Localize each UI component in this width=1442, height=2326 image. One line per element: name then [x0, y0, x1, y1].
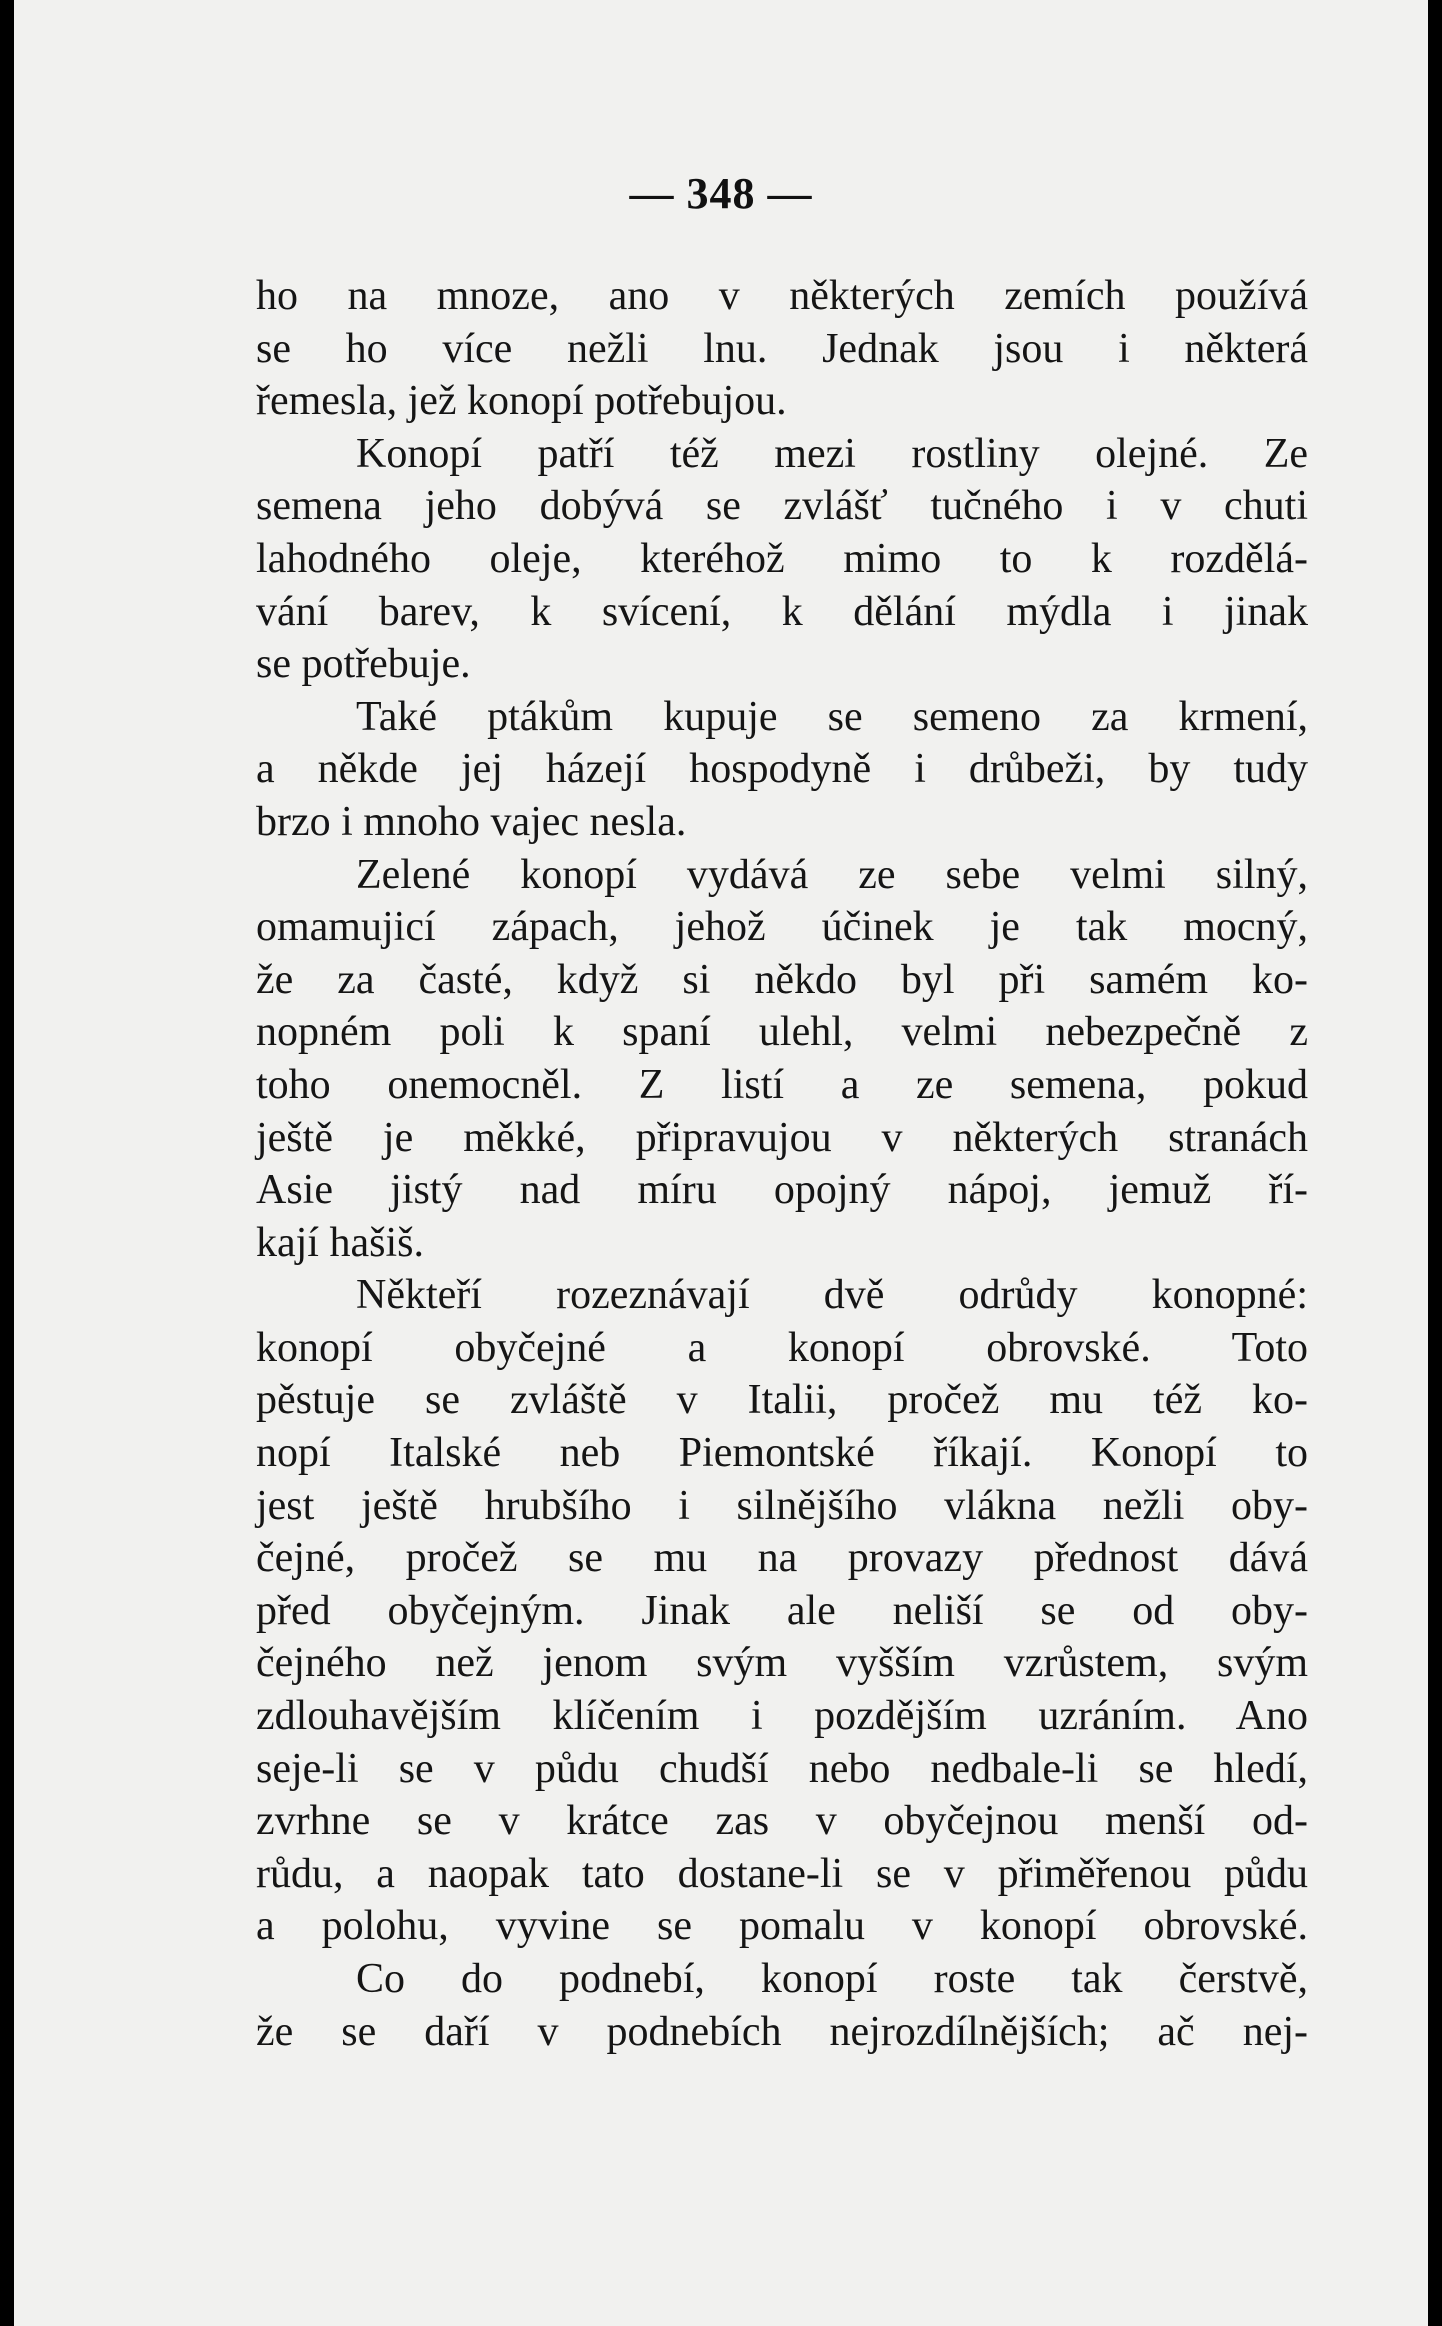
text-line: lahodného oleje, kteréhož mimo to k rozdělá-: [256, 535, 1308, 582]
text-line: Někteří rozeznávají dvě odrůdy konopné:: [356, 1272, 1308, 1319]
text-line: Asie jistý nad míru opojný nápoj, jemuž ří-: [256, 1167, 1308, 1214]
text-line: ho na mnoze, ano v některých zemích používá: [256, 273, 1308, 319]
text-line: pěstuje se zvláště v Italii, pročež mu též ko-: [256, 1377, 1308, 1424]
text-line: omamujicí zápach, jehož účinek je tak mocný,: [256, 904, 1308, 951]
text-line: Zelené konopí vydává ze sebe velmi silný,: [356, 851, 1308, 898]
text-line: zdlouhavějším klíčením i pozdějším uzráním. Ano: [256, 1693, 1308, 1740]
text-line: jest ještě hrubšího i silnějšího vlákna nežli oby-: [256, 1482, 1308, 1529]
text-line: toho onemocněl. Z listí a ze semena, pokud: [256, 1061, 1308, 1108]
text-line: nopí Italské neb Piemontské říkají. Konopí to: [256, 1430, 1308, 1477]
page-number: — 348 —: [629, 169, 813, 218]
text-line: že se daří v podnebích nejrozdílnějších; ač nej-: [256, 2008, 1308, 2055]
text-line: seje-li se v půdu chudší nebo nedbale-li se hledí,: [256, 1745, 1308, 1792]
text-line: Konopí patří též mezi rostliny olejné. Ze: [356, 430, 1308, 477]
text-line: řemesla, jež konopí potřebujou.: [256, 378, 787, 425]
text-line: se ho více nežli lnu. Jednak jsou i některá: [256, 325, 1308, 372]
text-line: nopném poli k spaní ulehl, velmi nebezpečně z: [256, 1009, 1308, 1056]
text-line: kají hašiš.: [256, 1219, 424, 1266]
body-text: [256, 270, 1308, 2058]
text-line: a polohu, vyvine se pomalu v konopí obrovské.: [256, 1903, 1308, 1950]
text-line: čejné, pročež se mu na provazy přednost dává: [256, 1535, 1308, 1582]
text-line: že za časté, když si někdo byl při samém ko-: [256, 956, 1308, 1003]
text-line: zvrhne se v krátce zas v obyčejnou menší od-: [256, 1798, 1308, 1845]
text-line: vání barev, k svícení, k dělání mýdla i jinak: [256, 588, 1308, 635]
text-line: Také ptákům kupuje se semeno za krmení,: [356, 693, 1308, 740]
text-line: a někde jej házejí hospodyně i drůbeži, by tudy: [256, 746, 1308, 793]
text-line: konopí obyčejné a konopí obrovské. Toto: [256, 1324, 1308, 1371]
text-line: čejného než jenom svým vyšším vzrůstem, svým: [256, 1640, 1308, 1687]
text-line: růdu, a naopak tato dostane-li se v přiměřenou půdu: [256, 1850, 1308, 1897]
text-line: Co do podnebí, konopí roste tak čerstvě,: [356, 1956, 1308, 2002]
text-line: brzo i mnoho vajec nesla.: [256, 798, 687, 845]
text-line: ještě je měkké, připravujou v některých stranách: [256, 1114, 1308, 1161]
text-line: se potřebuje.: [256, 641, 471, 688]
book-page: [14, 0, 1428, 2326]
text-line: před obyčejným. Jinak ale neliší se od oby-: [256, 1587, 1308, 1634]
text-line: semena jeho dobývá se zvlášť tučného i v chuti: [256, 483, 1308, 530]
